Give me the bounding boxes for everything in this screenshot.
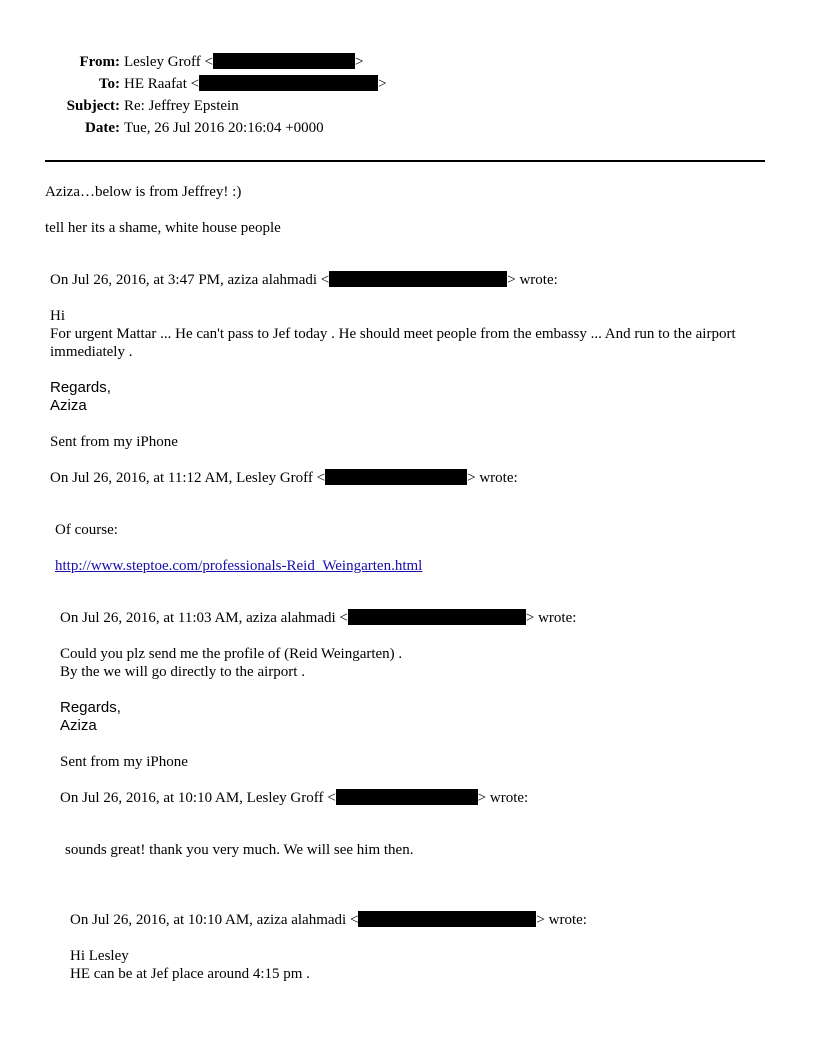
- quote-line: By the we will go directly to the airport .: [60, 664, 305, 680]
- body-intro: Aziza…below is from Jeffrey! :): [45, 184, 242, 200]
- from-label: From:: [79, 54, 120, 70]
- quote-attribution: On Jul 26, 2016, at 10:10 AM, Lesley Groff < > wrote:: [60, 790, 529, 806]
- quote-regards: Regards,: [50, 379, 111, 396]
- quote-text: Of course:: [55, 522, 118, 538]
- subject-label: Subject:: [66, 98, 120, 114]
- date-label: Date:: [85, 120, 120, 136]
- quote-signature: Aziza: [50, 397, 87, 414]
- from-end: >: [355, 54, 364, 70]
- quote-regards: Regards,: [60, 699, 121, 716]
- redaction-bar: [213, 53, 355, 69]
- redaction-bar: [348, 609, 526, 625]
- quote-text: HE can be at Jef place around 4:15 pm .: [70, 966, 310, 982]
- redaction-bar: [329, 271, 507, 287]
- quote-line: Could you plz send me the profile of (Reid Weingarten) .: [60, 646, 403, 662]
- to-label: To:: [98, 76, 120, 92]
- quote-attribution: On Jul 26, 2016, at 10:10 AM, aziza alahmadi < > wrote:: [70, 912, 587, 928]
- quote-greeting: Hi: [50, 308, 65, 324]
- subject-value: Re: Jeffrey Epstein: [124, 98, 239, 114]
- quote-attribution: On Jul 26, 2016, at 11:03 AM, aziza alahmadi < > wrote:: [60, 610, 577, 626]
- profile-link[interactable]: http://www.steptoe.com/professionals-Reid_Weingarten.html: [55, 558, 423, 574]
- redaction-bar: [325, 469, 467, 485]
- quote-attribution: On Jul 26, 2016, at 11:12 AM, Lesley Groff < > wrote:: [50, 470, 518, 486]
- to-name: HE Raafat <: [124, 76, 200, 92]
- body-line: tell her its a shame, white house people: [45, 220, 281, 236]
- header-divider: [45, 160, 765, 162]
- date-value: Tue, 26 Jul 2016 20:16:04 +0000: [124, 120, 324, 136]
- quote-sent-from: Sent from my iPhone: [50, 434, 178, 450]
- quote-attribution: On Jul 26, 2016, at 3:47 PM, aziza alahmadi < > wrote:: [50, 272, 558, 288]
- quote-text: For urgent Mattar ... He can't pass to Jef today . He should meet people from the embassy ... And run to the airport immediately .: [50, 326, 736, 360]
- redaction-bar: [358, 911, 536, 927]
- redaction-bar: [199, 75, 378, 91]
- quote-sent-from: Sent from my iPhone: [60, 754, 188, 770]
- quote-text: sounds great! thank you very much. We will see him then.: [65, 842, 414, 858]
- quote-greeting: Hi Lesley: [70, 948, 129, 964]
- quote-signature: Aziza: [60, 717, 97, 734]
- from-name: Lesley Groff <: [124, 54, 213, 70]
- to-end: >: [378, 76, 387, 92]
- redaction-bar: [336, 789, 478, 805]
